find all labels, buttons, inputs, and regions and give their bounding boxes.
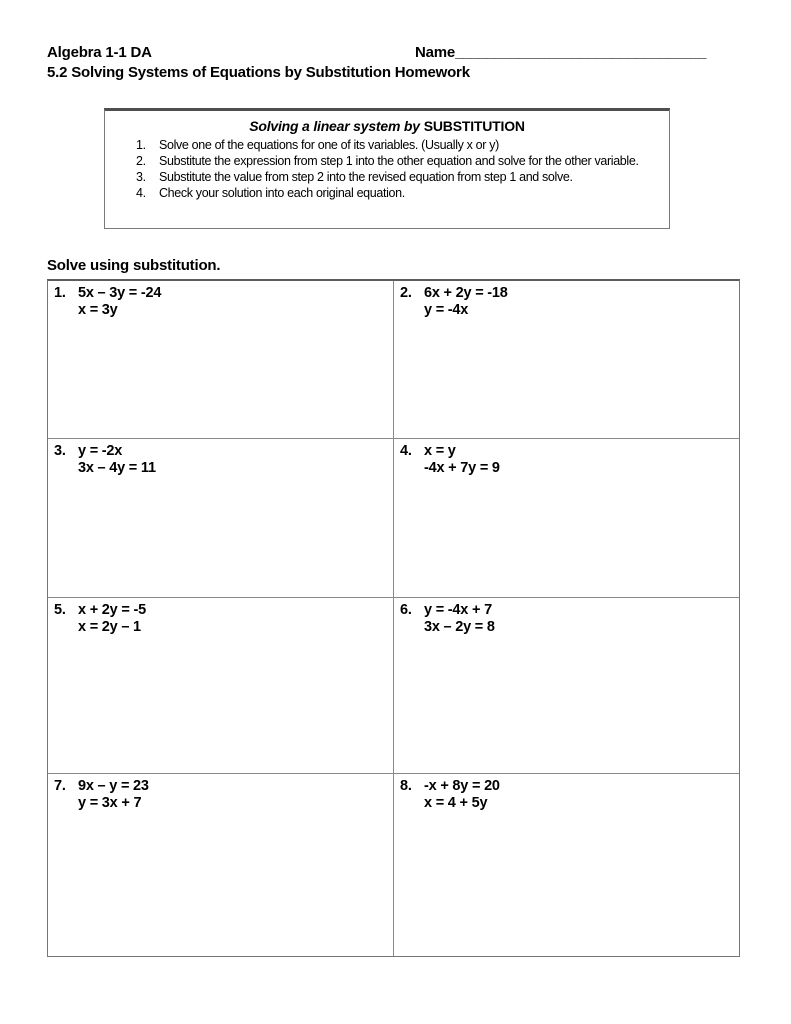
- equation-line-1: x = y: [424, 443, 456, 459]
- equation-line-2: x = 2y – 1: [78, 619, 141, 635]
- instruction-step: [105, 169, 669, 185]
- document-title: 5.2 Solving Systems of Equations by Substitution Homework: [47, 64, 470, 81]
- problem-number: 6.: [400, 602, 412, 618]
- problem-equations: [424, 778, 500, 812]
- instruction-step: [105, 153, 669, 169]
- equation-line-2: x = 3y: [78, 302, 118, 318]
- step-text: Substitute the expression from step 1 into the other equation and solve for the other variable.: [159, 154, 639, 168]
- equation-line-1: 5x – 3y = -24: [78, 285, 162, 301]
- instruction-heading: [105, 118, 669, 134]
- problems-table: [47, 279, 740, 957]
- step-text: Check your solution into each original equation.: [159, 186, 405, 200]
- problem-equations: [424, 443, 500, 477]
- equation-line-1: y = -4x + 7: [424, 602, 492, 618]
- problem-equations: [424, 602, 495, 636]
- problem-cell-7: [48, 774, 394, 956]
- problem-number: 7.: [54, 778, 66, 794]
- problem-number: 2.: [400, 285, 412, 301]
- problem-cell-1: [48, 281, 394, 439]
- problem-equations: [78, 285, 161, 319]
- problem-number: 1.: [54, 285, 66, 301]
- equation-line-2: y = -4x: [424, 302, 469, 318]
- equation-line-2: x = 4 + 5y: [424, 795, 488, 811]
- step-number: 4.: [136, 186, 146, 200]
- equation-line-2: y = 3x + 7: [78, 795, 142, 811]
- problem-cell-2: [394, 281, 739, 439]
- equation-line-1: 9x – y = 23: [78, 778, 149, 794]
- step-number: 1.: [136, 138, 146, 152]
- problem-number: 8.: [400, 778, 412, 794]
- equation-line-1: x + 2y = -5: [78, 602, 146, 618]
- equation-line-1: y = -2x: [78, 443, 123, 459]
- instruction-heading-caps: SUBSTITUTION: [423, 118, 525, 134]
- problem-equations: [424, 285, 508, 319]
- step-number: 2.: [136, 154, 146, 168]
- problem-cell-3: [48, 439, 394, 598]
- name-label: Name: [415, 44, 456, 61]
- step-text: Substitute the value from step 2 into the revised equation from step 1 and solve.: [159, 170, 573, 184]
- step-text: Solve one of the equations for one of its variables. (Usually x or y): [159, 138, 499, 152]
- instruction-steps: [105, 137, 669, 201]
- problem-cell-4: [394, 439, 739, 598]
- equation-line-1: 6x + 2y = -18: [424, 285, 508, 301]
- problem-equations: [78, 602, 146, 636]
- equation-line-2: 3x – 2y = 8: [424, 619, 495, 635]
- equation-line-1: -x + 8y = 20: [424, 778, 500, 794]
- problem-cell-8: [394, 774, 739, 956]
- problem-equations: [78, 443, 156, 477]
- problem-cell-6: [394, 598, 739, 774]
- step-number: 3.: [136, 170, 146, 184]
- problem-number: 5.: [54, 602, 66, 618]
- problem-number: 3.: [54, 443, 66, 459]
- instruction-box: [104, 108, 670, 229]
- instruction-step: [105, 137, 669, 153]
- instruction-heading-italic: Solving a linear system by: [249, 118, 420, 134]
- name-blank-underline: ________________________________: [455, 44, 707, 61]
- problem-cell-5: [48, 598, 394, 774]
- equation-line-2: 3x – 4y = 11: [78, 460, 156, 476]
- name-line: [415, 44, 706, 61]
- problem-number: 4.: [400, 443, 412, 459]
- problem-equations: [78, 778, 149, 812]
- section-heading: Solve using substitution.: [47, 257, 221, 274]
- instruction-step: [105, 185, 669, 201]
- course-label: Algebra 1-1 DA: [47, 44, 152, 61]
- equation-line-2: -4x + 7y = 9: [424, 460, 500, 476]
